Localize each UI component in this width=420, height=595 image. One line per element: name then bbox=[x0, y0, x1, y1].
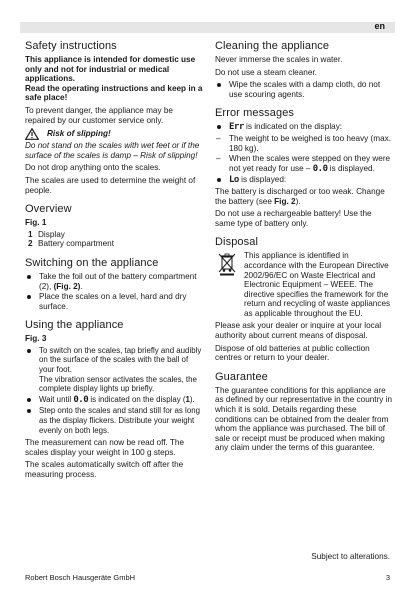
overview-item-text: Display bbox=[38, 229, 65, 239]
crossed-bin-icon bbox=[218, 252, 236, 276]
bullet bbox=[27, 295, 31, 299]
switching-list bbox=[25, 272, 203, 311]
language-code: en bbox=[374, 21, 385, 31]
cleaning-section bbox=[215, 40, 393, 99]
safety-section bbox=[25, 40, 203, 195]
cleaning-title: Cleaning the appliance bbox=[215, 40, 330, 52]
rechargeable-warning: Do not use a rechargeable battery! Use the same type of battery only. bbox=[215, 209, 372, 228]
disposal-battery-text: Dispose of old batteries at public collection centres or return to your dealer. bbox=[215, 343, 370, 363]
list-item bbox=[25, 292, 203, 311]
bullet bbox=[217, 83, 221, 87]
overview-item bbox=[28, 239, 203, 249]
list-item-text-end: is displayed. bbox=[327, 163, 375, 173]
battery-text-start: The battery is discharged or too weak. Change the battery (see bbox=[215, 186, 385, 206]
bullet bbox=[217, 178, 221, 182]
disposal-dealer-text: Please ask your dealer or inquire at your local authority about current means of disposal. bbox=[215, 321, 382, 341]
language-bar bbox=[20, 22, 395, 33]
list-item-text-end: ). bbox=[189, 394, 195, 404]
safety-drop-text: Do not drop anything onto the scales. bbox=[25, 163, 161, 173]
dash-marker: – bbox=[216, 154, 221, 164]
display-reference: 1 bbox=[185, 394, 190, 404]
warning-heading bbox=[25, 128, 203, 140]
safety-intro: This appliance is intended for domestic use only and not for industrial or medical applications. bbox=[25, 55, 196, 84]
list-item bbox=[25, 272, 203, 291]
lcd-zero-display: 0.0 bbox=[312, 163, 328, 174]
switching-section bbox=[25, 257, 203, 311]
page-number: 3 bbox=[385, 573, 390, 582]
bullet bbox=[27, 409, 31, 413]
figure-reference: Fig. 2 bbox=[274, 196, 296, 206]
overview-item-text: Battery compartment bbox=[38, 239, 114, 249]
list-item-text: Step onto the scales and stand still for as long as the display flickers. Distribute your weight evenly on both legs. bbox=[39, 406, 200, 435]
dash-item bbox=[215, 154, 393, 174]
guarantee-title: Guarantee bbox=[215, 370, 268, 383]
overview-item-number: 2 bbox=[28, 239, 33, 249]
warning-title: Risk of slipping! bbox=[47, 129, 111, 139]
errors-list bbox=[215, 122, 393, 186]
subject-to-alterations: Subject to alterations. bbox=[311, 552, 390, 561]
overview-item bbox=[28, 230, 203, 240]
list-item bbox=[215, 122, 393, 133]
list-item bbox=[25, 406, 203, 435]
weee-block bbox=[215, 251, 393, 321]
lcd-zero-display: 0.0 bbox=[73, 394, 89, 405]
bullet bbox=[217, 125, 221, 129]
list-item-continuation: The vibration sensor activates the scales, the complete display lights up briefly. bbox=[39, 374, 197, 394]
warning-text: Do not stand on the scales with wet feet or if the surface of the scales is damp – Risk of slipping! bbox=[25, 141, 200, 160]
using-title: Using the appliance bbox=[25, 319, 124, 332]
bullet bbox=[27, 349, 31, 353]
using-fig-label: Fig. 3 bbox=[25, 334, 47, 344]
list-item-text: is indicated on the display ( bbox=[88, 394, 186, 404]
cleaning-list bbox=[215, 80, 393, 99]
dash-marker: – bbox=[216, 133, 221, 143]
list-item-text: Place the scales on a level, hard and dry surface. bbox=[39, 292, 187, 311]
cleaning-immerse-text: Never immerse the scales in water. bbox=[215, 55, 343, 64]
list-item bbox=[215, 80, 393, 99]
bullet bbox=[27, 398, 31, 402]
lcd-err-display: Err bbox=[229, 122, 244, 133]
errors-section bbox=[215, 107, 393, 228]
switching-title: Switching on the appliance bbox=[25, 256, 159, 269]
using-measurement-text: The measurement can now be read off. The scales display your weight in 100 g steps. bbox=[25, 438, 184, 457]
using-list bbox=[25, 346, 203, 435]
left-column bbox=[25, 40, 203, 488]
warning-triangle-icon bbox=[25, 128, 39, 140]
list-item-text: is displayed: bbox=[238, 175, 287, 185]
weee-text: This appliance is identified in accordance with the European Directive 2002/96/EC on Waste Electrical and Electronic Equipment – WEEE. The directive specifies the framework for the return and recycling of waste appliances as applicable throughout the EU. bbox=[244, 251, 391, 318]
guarantee-text: The guarantee conditions for this appliance are as defined by our representative in the country in which it is sold. Details regarding these conditions can be obtained from the dealer from whom the appliance was purchased. The bill of sale or receipt must be produced when making any claim under the terms of this guarantee. bbox=[215, 385, 393, 453]
list-item bbox=[25, 395, 203, 406]
overview-title: Overview bbox=[25, 203, 72, 216]
list-item-text: To switch on the scales, tap briefly and audibly on the surface of the scales with the ball of your foot. bbox=[39, 345, 202, 375]
figure-reference: (Fig. 2) bbox=[53, 281, 81, 291]
right-column bbox=[215, 40, 393, 461]
list-item-text: Take the foil out of the battery compartment (2), bbox=[39, 271, 197, 291]
using-section bbox=[25, 319, 203, 479]
disposal-section bbox=[215, 236, 393, 363]
list-item bbox=[25, 346, 203, 394]
list-item-text: The weight to be weighed is too heavy (max. 180 kg). bbox=[229, 133, 392, 153]
list-item-text: is indicated on the display: bbox=[243, 122, 343, 132]
lcd-lo-display: Lo bbox=[229, 175, 239, 186]
footer-company: Robert Bosch Hausgeräte GmbH bbox=[25, 573, 136, 582]
battery-text bbox=[215, 187, 393, 206]
list-item-text-end: . bbox=[80, 281, 83, 291]
errors-title: Error messages bbox=[215, 107, 295, 120]
battery-text-end: ). bbox=[295, 196, 301, 206]
list-item-text: Wipe the scales with a damp cloth, do not use scouring agents. bbox=[229, 80, 381, 99]
list-item-text: When the scales were stepped on they were not yet ready for use – bbox=[229, 154, 391, 173]
guarantee-section bbox=[215, 371, 393, 453]
list-item bbox=[215, 175, 393, 186]
bullet bbox=[27, 275, 31, 279]
safety-repair-text: To prevent danger, the appliance may be repaired by our customer service only. bbox=[25, 105, 173, 125]
overview-item-number: 1 bbox=[28, 229, 33, 239]
safety-purpose-text: The scales are used to determine the weight of people. bbox=[25, 175, 196, 195]
disposal-title: Disposal bbox=[215, 236, 258, 249]
overview-fig-label: Fig. 1 bbox=[25, 218, 47, 228]
safety-read-note: Read the operating instructions and keep in a safe place! bbox=[25, 83, 203, 103]
overview-section bbox=[25, 203, 203, 249]
cleaning-steam-text: Do not use a steam cleaner. bbox=[215, 67, 317, 77]
list-item-text: Wait until bbox=[39, 394, 74, 404]
using-switch-off-text: The scales automatically switch off after the measuring process. bbox=[25, 460, 184, 479]
dash-item bbox=[215, 134, 393, 153]
safety-title: Safety instructions bbox=[25, 40, 117, 52]
